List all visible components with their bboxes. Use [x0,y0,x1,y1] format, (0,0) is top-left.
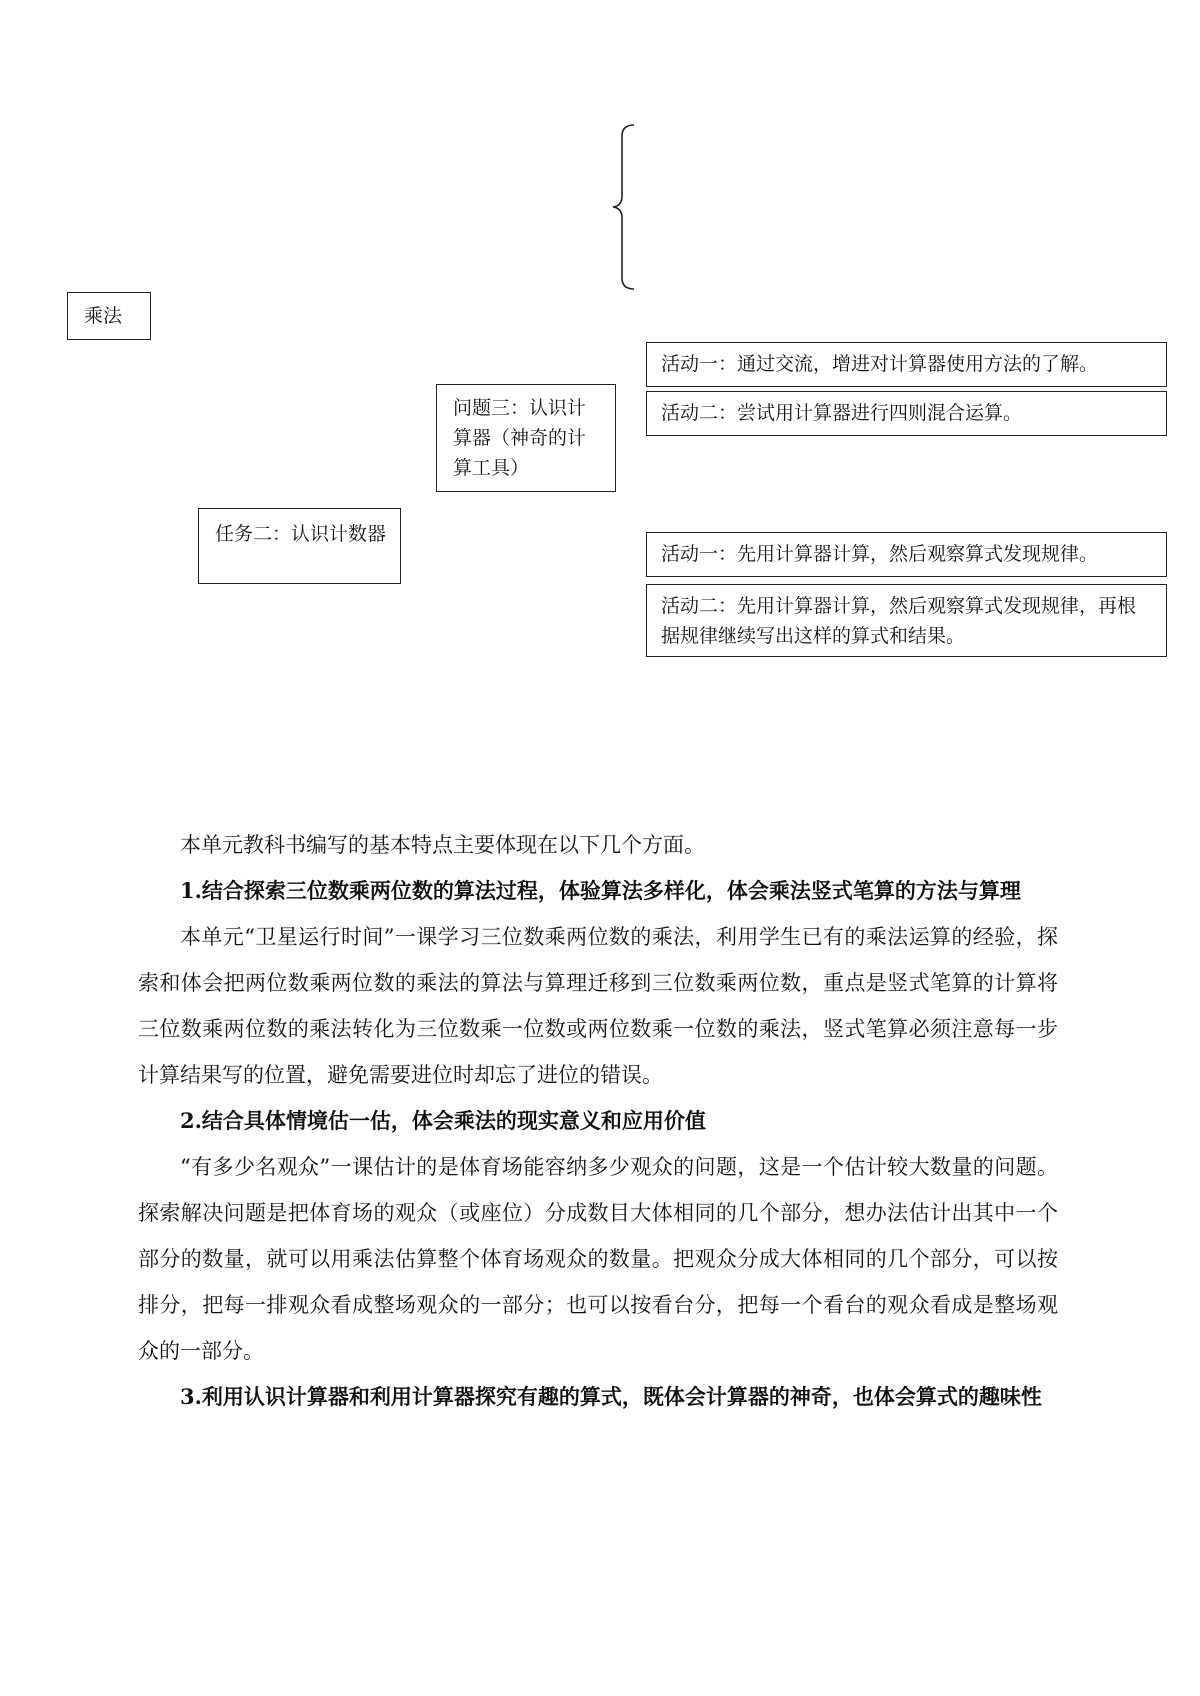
activity-box [646,532,1167,577]
task-label: 任务二：认识计数器 [215,523,387,545]
question-label: 问题三：认识计算器（神奇的计算工具） [453,397,587,479]
activity-label: 活动一：先用计算器计算，然后观察算式发现规律。 [661,543,1099,565]
section-heading-3: 3.利用认识计算器和利用计算器探究有趣的算式，既体会计算器的神奇，也体会算式的趣味性 [180,1384,1042,1409]
activity-label: 活动二：尝试用计算器进行四则混合运算。 [661,402,1023,424]
document-body [138,822,1058,1420]
intro-paragraph: 本单元教科书编写的基本特点主要体现在以下几个方面。 [180,833,705,857]
activity-label: 活动二：先用计算器计算，然后观察算式发现规律，再根据规律继续写出这样的算式和结果。 [661,595,1137,647]
root-box [67,292,151,340]
question-box [436,384,616,492]
section-heading-2: 2.结合具体情境估一估，体会乘法的现实意义和应用价值 [180,1108,706,1133]
task-box [198,508,401,584]
curly-brace-icon [612,124,636,290]
section-heading-1: 1.结合探索三位数乘两位数的算法过程，体验算法多样化，体会乘法竖式笔算的方法与算理 [180,878,1021,903]
paragraph-1: 本单元“卫星运行时间”一课学习三位数乘两位数的乘法，利用学生已有的乘法运算的经验，探索和体会把两位数乘两位数的乘法的算法与算理迁移到三位数乘两位数，重点是竖式笔算的计算将三位数乘两位数的乘法转化为三位数乘一位数或两位数乘一位数的乘法，竖式笔算必须注意每一步计算结果写的位置，避免需要进位时却忘了进位的错误。 [138,925,1058,1087]
activity-box [646,584,1167,657]
root-label: 乘法 [84,305,123,327]
activity-label: 活动一：通过交流，增进对计算器使用方法的了解。 [661,353,1099,375]
activity-box [646,342,1167,387]
paragraph-2: “有多少名观众”一课估计的是体育场能容纳多少观众的问题，这是一个估计较大数量的问题。探索解决问题是把体育场的观众（或座位）分成数目大体相同的几个部分，想办法估计出其中一个部分的数量，就可以用乘法估算整个体育场观众的数量。把观众分成大体相同的几个部分，可以按排分，把每一排观众看成整场观众的一部分；也可以按看台分，把每一个看台的观众看成是整场观众的一部分。 [138,1155,1058,1363]
activity-box [646,391,1167,436]
